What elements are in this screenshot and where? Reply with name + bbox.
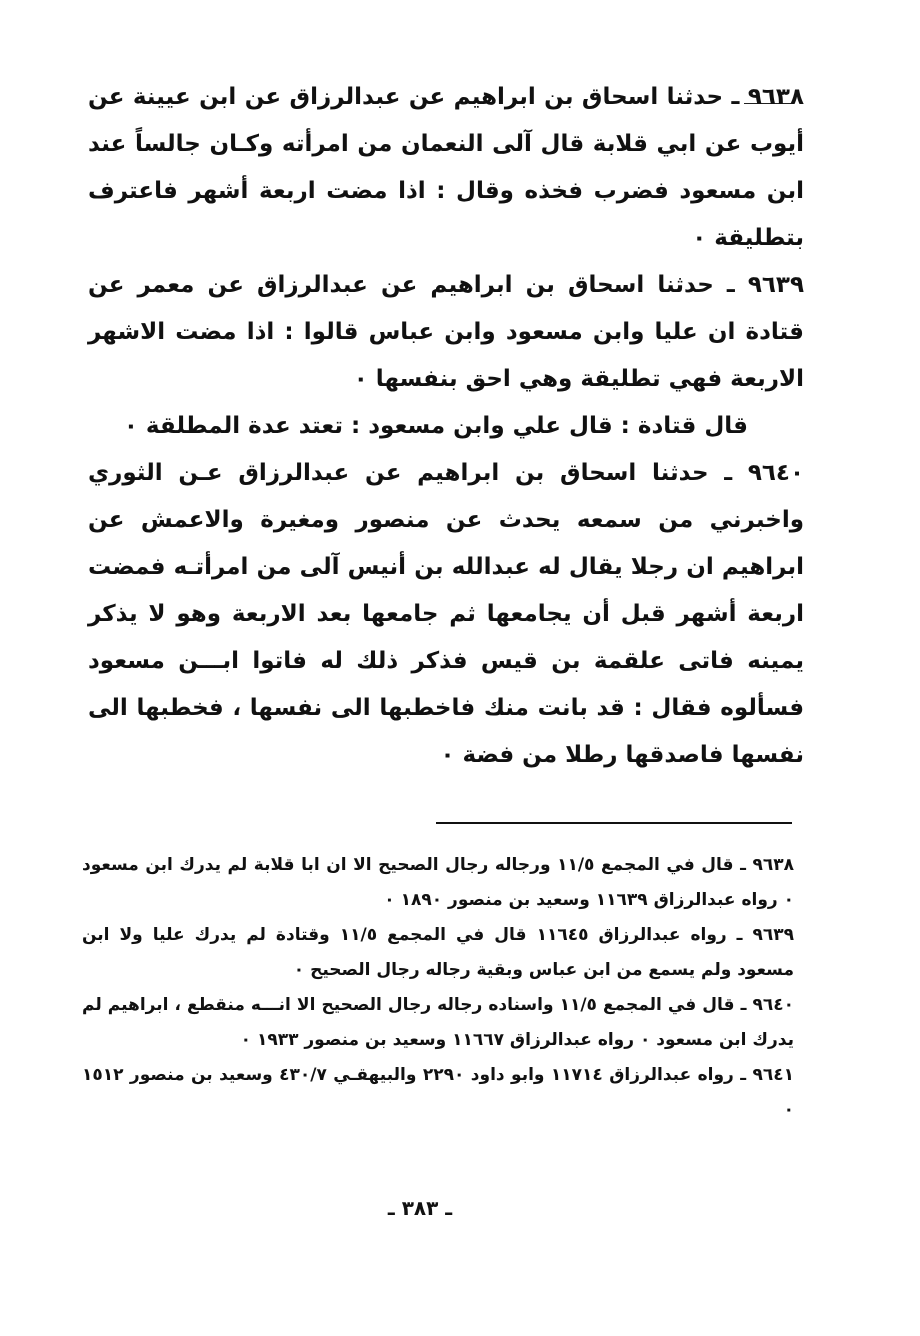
page-number: ـ ٣٨٣ ـ bbox=[387, 1196, 453, 1220]
footnote-9641: ٩٦٤١ ـ رواه عبدالرزاق ١١٧١٤ وابو داود ٢٢٩٠ والبيهقـي ٤٣٠/٧ وسعيد بن منصور ١٥١٢ ٠ bbox=[82, 1065, 794, 1120]
hadith-9639: ٩٦٣٩ ـ حدثنا اسحاق بن ابراهيم عن عبدالرزاق عن معمر عن قتادة ان عليا وابن مسعود وابن عباس قالوا : اذا مضت الاشهر الاربعة فهي تطليقة وهي احق بنفسها ٠ bbox=[88, 272, 804, 392]
hadith-9640: ٩٦٤٠ ـ حدثنا اسحاق بن ابراهيم عن عبدالرزاق عـن الثوري واخبرني من سمعه يحدث عن منصور ومغيرة والاعمش عن ابراهيم ان رجلا يقال له عبدالله بن أنيس آلى من امرأتـه فمضت اربعة أشهر قبل أن يجامعها ثم جامعها بعد الاربعة وهو لا يذكر يمينه فاتى علقمة بن قيس فذكر ذلك له فاتوا ابـــن مسعود فسألوه فقال : قد بانت منك فاخطبها الى نفسها ، فخطبها الى نفسها فاصدقها رطلا من فضة ٠ bbox=[88, 460, 804, 768]
footnote-9639: ٩٦٣٩ ـ رواه عبدالرزاق ١١٦٤٥ قال في المجمع ١١/٥ وقتادة لم يدرك عليا ولا ابن مسعود ولم يسمع من ابن عباس وبقية رجاله رجال الصحيح ٠ bbox=[82, 925, 795, 980]
main-text-body bbox=[88, 74, 804, 779]
qatada-note: قال قتادة : قال علي وابن مسعود : تعتد عدة المطلقة ٠ bbox=[123, 413, 748, 439]
footnote-9638: ٩٦٣٨ ـ قال في المجمع ١١/٥ ورجاله رجال الصحيح الا ان ابا قلابة لم يدرك ابن مسعود ٠ رواه عبدالرزاق ١١٦٣٩ وسعيد بن منصور ١٨٩٠ ٠ bbox=[82, 855, 794, 910]
footnote-separator bbox=[436, 822, 792, 824]
hadith-9638: ٩٦٣٨ ـ حدثنا اسحاق بن ابراهيم عن عبدالرزاق عن ابن عيينة عن أيوب عن ابي قلابة قال آلى النعمان من امرأته وكـان جالساً عند ابن مسعود فضرب فخذه وقال : اذا مضت اربعة أشهر فاعترف بتطليقة ٠ bbox=[88, 84, 804, 251]
footnote-9640: ٩٦٤٠ ـ قال في المجمع ١١/٥ واسناده رجاله رجال الصحيح الا انـــه منقطع ، ابراهيم لم يدرك ابن مسعود ٠ رواه عبدالرزاق ١١٦٦٧ وسعيد بن منصور ١٩٣٣ ٠ bbox=[82, 995, 794, 1050]
footnotes-section bbox=[82, 848, 794, 1128]
